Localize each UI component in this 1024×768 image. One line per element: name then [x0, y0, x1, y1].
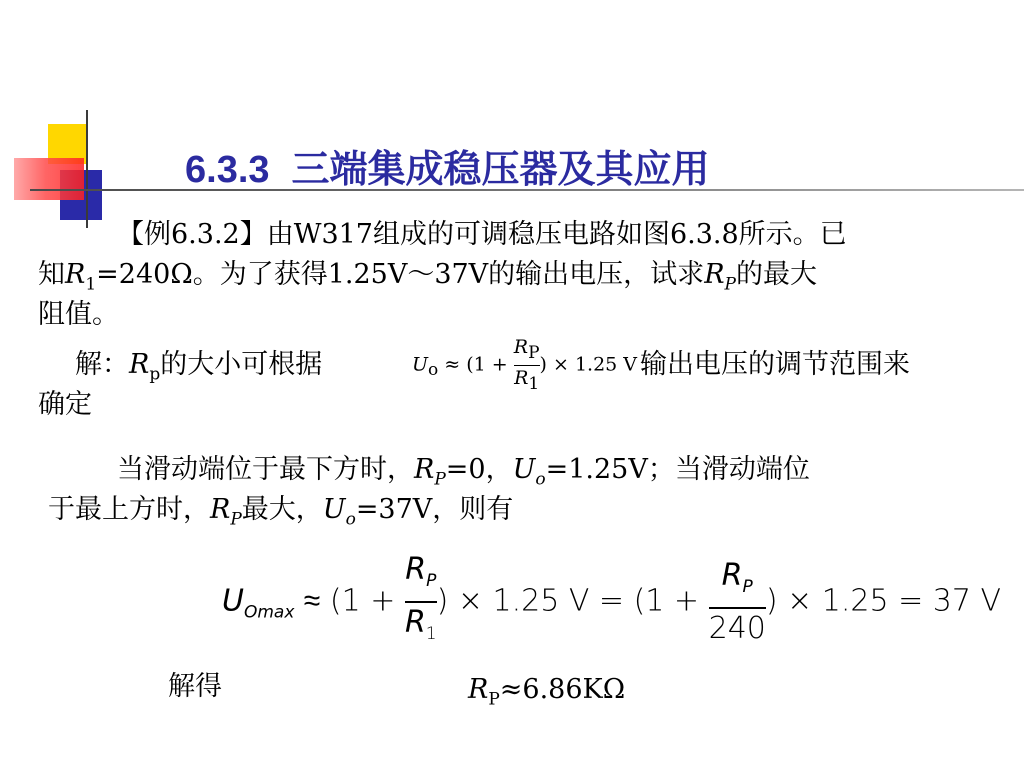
- frac-num-sub: P: [742, 576, 753, 597]
- example-text: 【例6.3.2】由W317组成的可调稳压电路如图6.3.8所示。已: [117, 219, 847, 250]
- frac-den-r: R: [514, 366, 529, 389]
- example-line-2: [38, 255, 817, 304]
- frac-num-r: R: [513, 336, 529, 358]
- solution-line-1b: [640, 345, 910, 385]
- var-r-sub: P: [488, 689, 500, 710]
- formula-max-voltage: [222, 552, 1001, 652]
- formula-text: ) × 1.25 = 37 V: [765, 583, 1002, 619]
- frac-den-r: R: [404, 605, 426, 640]
- frac-num-r: R: [721, 557, 743, 593]
- para-line-2: [48, 490, 513, 539]
- var-r: R: [65, 259, 86, 290]
- var-u-sub: Omax: [243, 602, 295, 623]
- var-rp: R: [704, 259, 725, 290]
- para-text: =0，: [445, 454, 513, 485]
- var-u: U: [512, 454, 536, 485]
- slide-title: [185, 138, 710, 193]
- var-u: U: [412, 353, 429, 376]
- frac-den-sub: 1: [528, 373, 540, 394]
- frac-num-r: R: [405, 552, 427, 587]
- para-text: 于最上方时，: [48, 494, 210, 525]
- para-text: =37V，则有: [355, 494, 514, 525]
- frac-den-240: 240: [708, 610, 766, 646]
- answer-label: [168, 667, 222, 707]
- fraction-rp-r1: [514, 336, 540, 395]
- fraction-rp-240: [709, 558, 766, 647]
- var-r: R: [468, 674, 489, 705]
- solution-text: 输出电压的调节范围来: [640, 349, 910, 380]
- para-text: 最大，: [241, 494, 323, 525]
- solution-text: 解：: [75, 349, 129, 380]
- frac-num-sub: P: [426, 571, 437, 591]
- section-number: 6.3.3: [185, 149, 270, 191]
- example-line-3: [38, 295, 119, 335]
- var-r-sub: P: [434, 469, 446, 490]
- var-u-sub: o: [345, 509, 356, 530]
- section-title-text: 三端集成稳压器及其应用: [291, 149, 710, 191]
- example-text: =240Ω。为了获得1.25V～37V的输出电压，试求: [96, 259, 705, 290]
- var-r-sub: p: [149, 364, 161, 385]
- example-text: 阻值。: [38, 299, 119, 330]
- var-r: R: [129, 349, 150, 380]
- var-r-sub: 1: [85, 274, 97, 295]
- formula-output-voltage: [412, 336, 637, 395]
- var-r-sub: P: [230, 509, 242, 530]
- formula-text: ≈ (1 +: [294, 583, 405, 619]
- formula-text: ≈ (1 +: [438, 353, 514, 376]
- solution-text: 确定: [38, 389, 92, 420]
- example-line-1: [117, 215, 847, 255]
- answer-label-text: 解得: [168, 671, 222, 702]
- solution-text: 的大小可根据: [160, 349, 323, 380]
- frac-num-sub: P: [528, 342, 540, 363]
- solution-line-1a: [75, 345, 322, 394]
- formula-text: ) × 1.25 V: [539, 353, 638, 376]
- solution-line-2: [38, 385, 92, 425]
- decor-vertical-line: [86, 110, 88, 228]
- formula-text: ) × 1.25 V = (1 +: [436, 583, 709, 619]
- decor-red-square: [14, 158, 84, 200]
- var-r: R: [414, 454, 435, 485]
- example-text: 的最大: [735, 259, 817, 290]
- var-r: R: [210, 494, 231, 525]
- frac-den-sub: 1: [425, 624, 437, 644]
- para-text: 当滑动端位于最下方时，: [117, 454, 414, 485]
- answer-value: [468, 670, 625, 719]
- var-rp-sub: P: [724, 274, 736, 295]
- var-u: U: [322, 494, 346, 525]
- fraction-rp-r1: [405, 552, 437, 652]
- example-text: 知: [38, 259, 65, 290]
- var-u-sub: o: [535, 469, 546, 490]
- para-text: =1.25V；当滑动端位: [545, 454, 810, 485]
- answer-value-text: ≈6.86KΩ: [499, 674, 626, 705]
- var-u-sub: o: [428, 360, 439, 381]
- var-u: U: [222, 583, 244, 619]
